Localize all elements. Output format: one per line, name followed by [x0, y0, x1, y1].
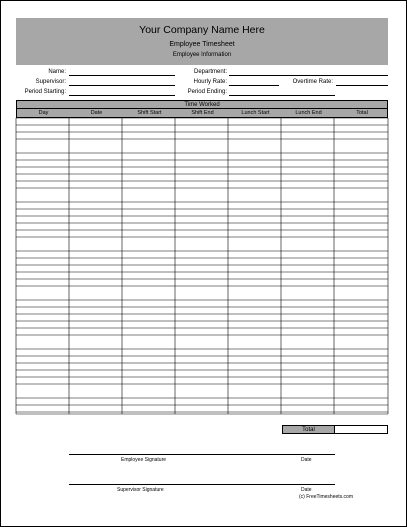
department-label: Department: — [193, 69, 227, 75]
timesheet-grid[interactable] — [1, 1, 406, 526]
supervisor-signature-label: Supervisor Signature — [117, 487, 164, 493]
time-worked-title: Time Worked — [16, 100, 388, 109]
supervisor-date-label: Date — [301, 487, 312, 493]
employee-signature-label: Employee Signature — [121, 457, 167, 463]
supervisor-label: Supervisor: — [35, 79, 66, 85]
period-starting-label: Period Starting: — [24, 89, 66, 95]
name-label: Name: — [48, 69, 66, 75]
total-hours-field[interactable] — [334, 425, 388, 434]
column-header-total: Total — [356, 110, 368, 116]
column-header-date: Date — [90, 110, 103, 116]
sheet-title: Employee Timesheet — [169, 41, 235, 48]
column-header-lunch-start: Lunch Start — [241, 110, 270, 116]
supervisor-signature-line[interactable] — [69, 484, 335, 485]
section-employee-info: Employee Information — [172, 52, 232, 58]
employee-date-label: Date — [301, 457, 312, 463]
column-header-day: Day — [38, 110, 49, 116]
column-header-shift-end: Shift End — [191, 110, 214, 116]
hourly-rate-label: Hourly Rate: — [193, 79, 227, 85]
company-name[interactable]: Your Company Name Here — [139, 24, 265, 36]
column-header-lunch-end: Lunch End — [295, 110, 322, 116]
total-label: Total — [282, 425, 335, 434]
employee-signature-line[interactable] — [69, 454, 335, 455]
period-ending-label: Period Ending: — [187, 89, 227, 95]
copyright-footnote: (c) FreeTimesheets.com — [299, 494, 353, 500]
column-header-shift-start: Shift Start — [137, 110, 162, 116]
overtime-rate-label: Overtime Rate: — [292, 79, 333, 85]
